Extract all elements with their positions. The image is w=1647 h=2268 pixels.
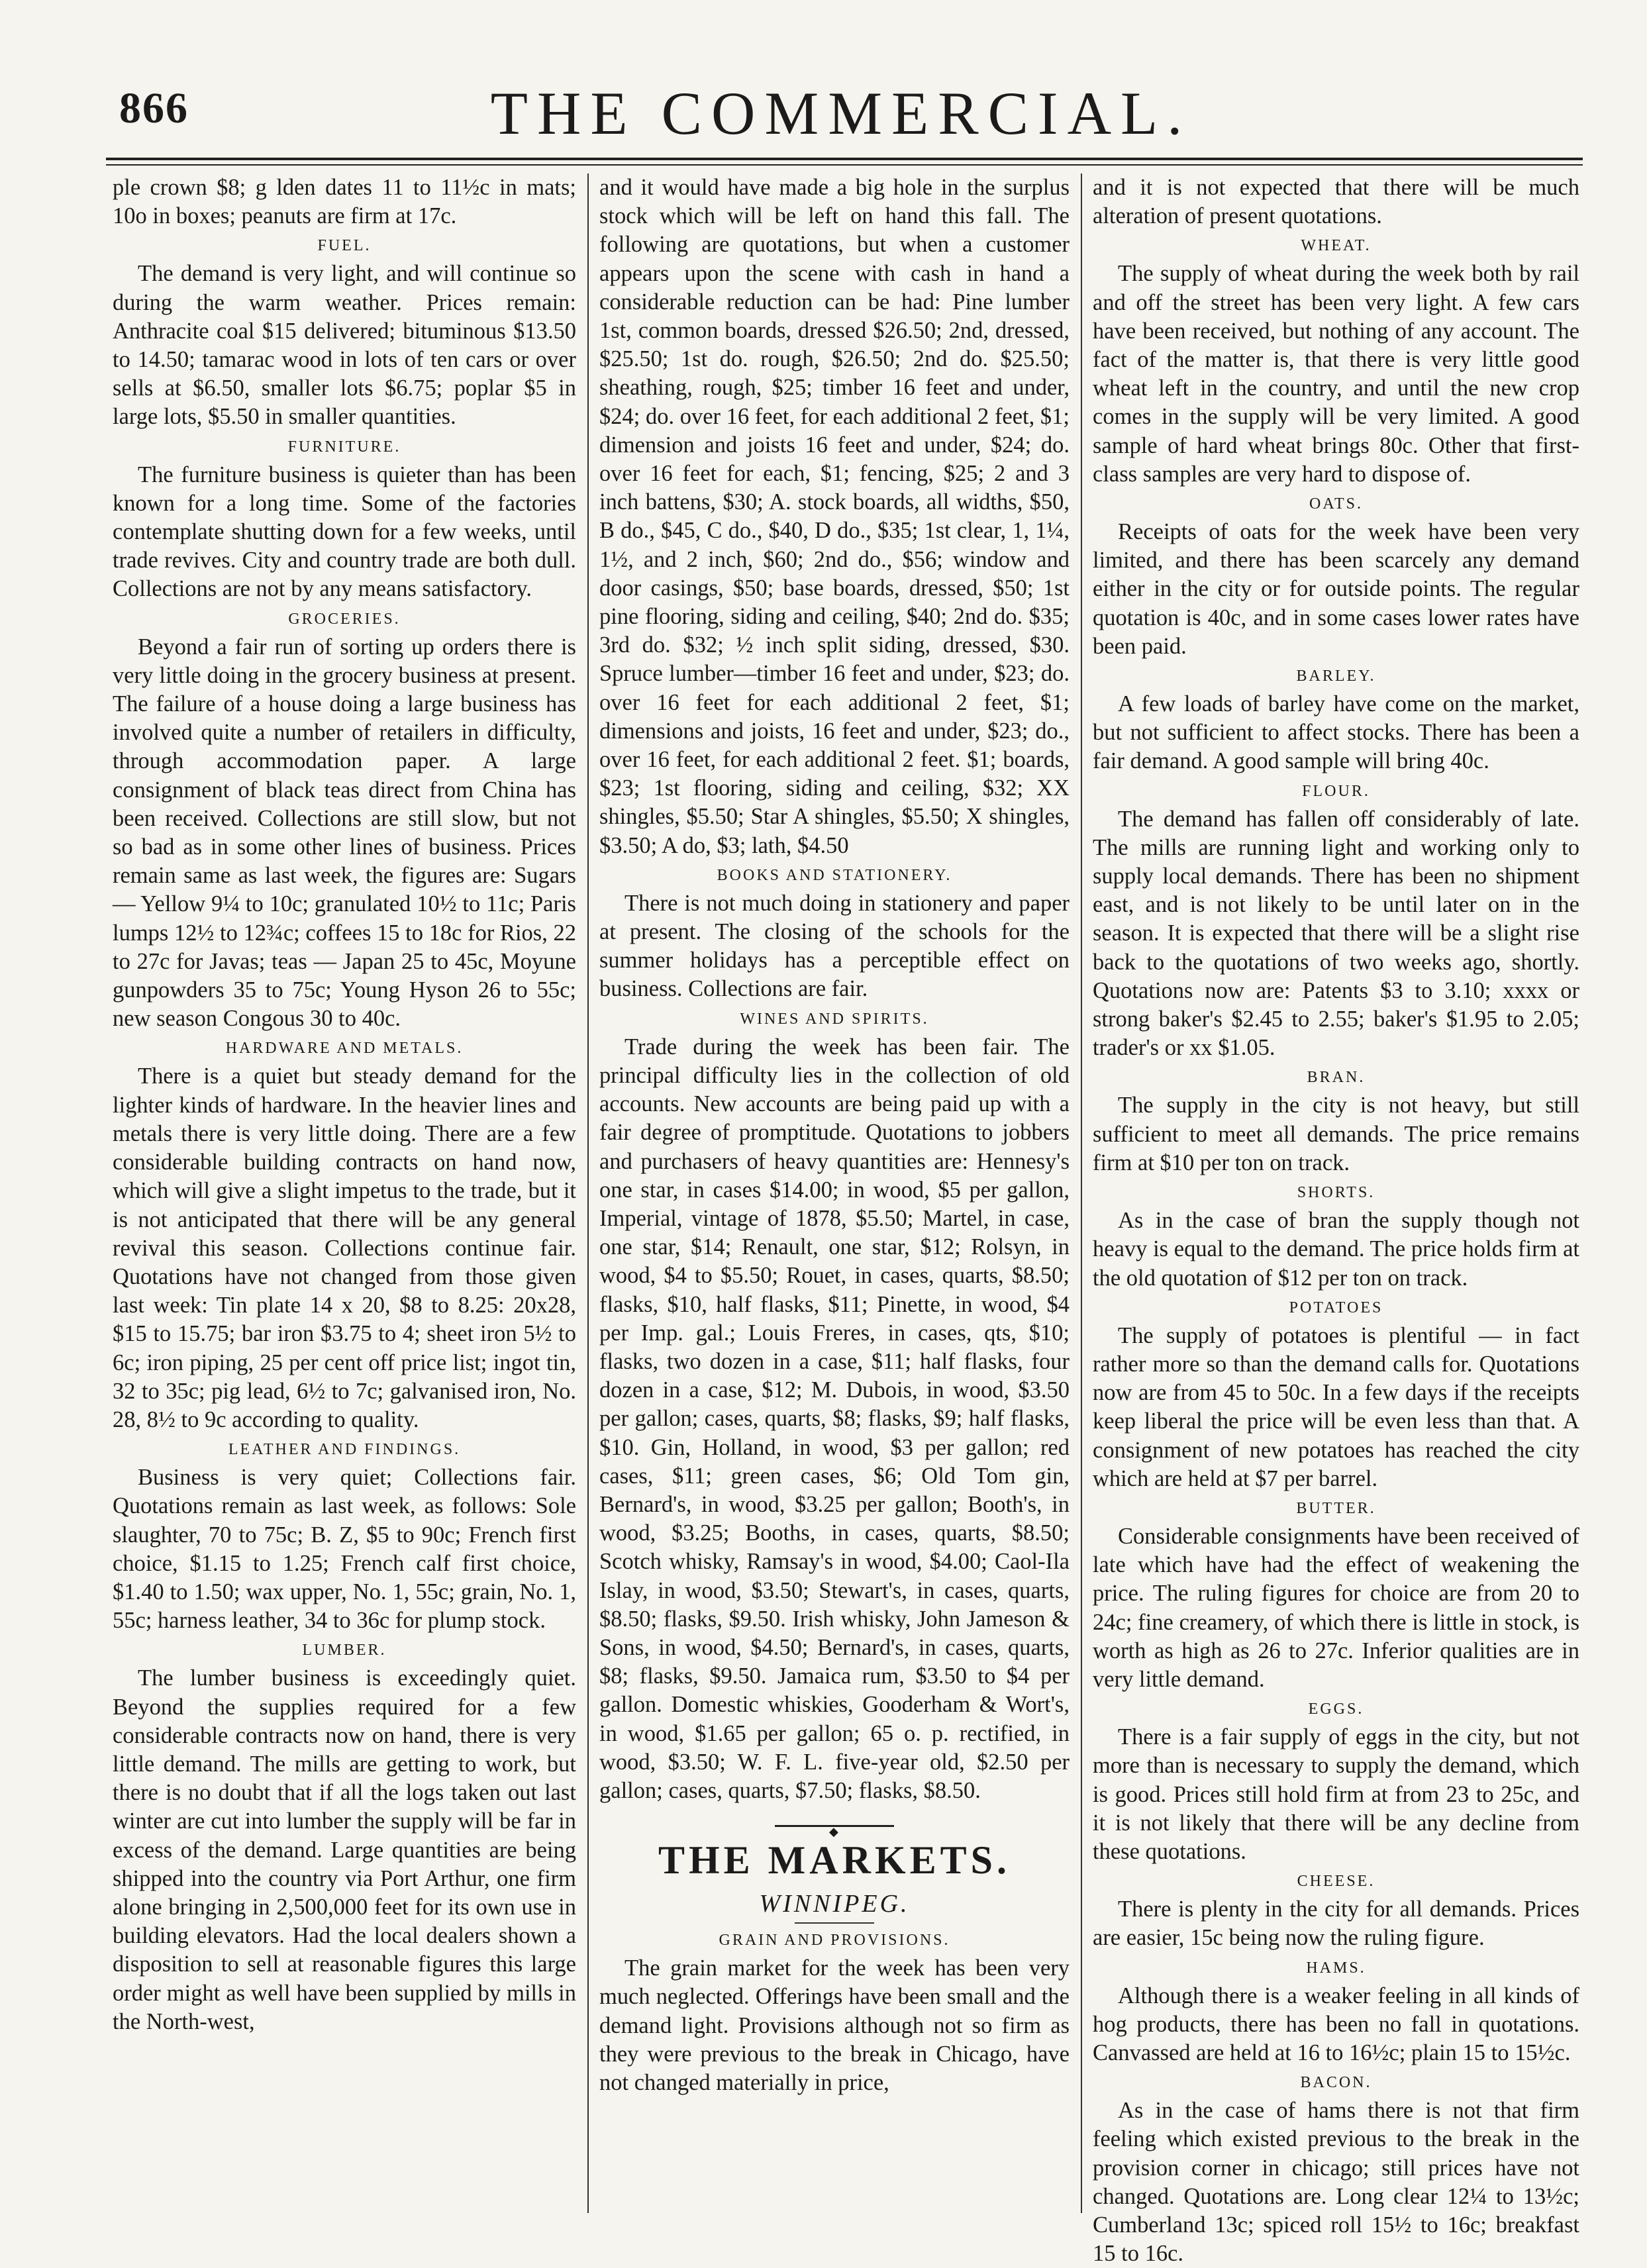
publication-title: THE COMMERCIAL. bbox=[490, 79, 1192, 147]
masthead bbox=[99, 78, 1583, 151]
article-paragraph: Business is very quiet; Collections fair. Quotations remain as last week, as follows: Sole slaughter, 70 to 75c; B. Z, $5 to 90c; French first choice, $1.15 to 1.25; French calf first choice, $1.40 to 1.50; wax upper, No. 1, 55c; grain, No. 1, 55c; harness leather, 34 to 36c for plump stock. bbox=[113, 1465, 576, 1634]
article-paragraph: Although there is a weaker feeling in all kinds of hog products, there has been no fall in quotations. Canvassed are held at 16 to 16½c; plain 15 to 15½c. bbox=[1093, 1983, 1579, 2065]
section-heading: BOOKS AND STATIONERY. bbox=[717, 866, 952, 884]
article-paragraph: The supply in the city is not heavy, but still sufficient to meet all demands. The price remains firm at $10 per ton on track. bbox=[1093, 1093, 1579, 1175]
column-1 bbox=[113, 173, 576, 2213]
section-heading: HARDWARE AND METALS. bbox=[225, 1040, 464, 1058]
header-rule bbox=[106, 158, 1583, 160]
markets-title: THE MARKETS. bbox=[658, 1838, 1011, 1883]
article-paragraph: There is plenty in the city for all demands. Prices are easier, 15c being now the ruling figure. bbox=[1093, 1897, 1579, 1951]
section-heading: BARLEY. bbox=[1296, 667, 1376, 685]
section-heading: WINES AND SPIRITS. bbox=[740, 1010, 929, 1028]
header-rule-thin bbox=[106, 164, 1583, 166]
section-heading: LEATHER AND FINDINGS. bbox=[228, 1441, 461, 1459]
section-heading: CHEESE. bbox=[1297, 1873, 1375, 1891]
article-paragraph: The supply of potatoes is plentiful — in fact rather more so than the demand calls for. Quotations now are from 45 to 50c. In a few days if the receipts keep liberal the price will be even less than that. A consignment of new potatoes has reached the city which are held at $7 per barrel. bbox=[1093, 1322, 1579, 1491]
section-heading: BRAN. bbox=[1307, 1069, 1366, 1087]
section-heading: FLOUR. bbox=[1302, 782, 1370, 800]
section-heading: EGGS. bbox=[1308, 1701, 1364, 1718]
article-paragraph: As in the case of hams there is not that firm feeling which existed previous to the break in the provision corner in chicago; still prices have not changed. Quotations are. Long clear 12¼ to 13½c; Cumberland 13c; spiced roll 15½ to 16c; breakfast 15 to 16c. bbox=[1093, 2098, 1579, 2267]
article-paragraph: The lumber business is exceedingly quiet. Beyond the supplies required for a few considerable contracts now on hand, there is very little demand. The mills are getting to work, but there is no doubt that if all the logs taken out last winter are cut into lumber the supply will be far in excess of the demand. Large quantities are being shipped into the country via Port Arthur, one firm alone bringing in 2,500,000 feet for its own use in building elevators. Had the local dealers shown a disposition to sell at reasonable figures this large order might as well have been supplied by mills in the North-west, bbox=[113, 1665, 576, 2034]
article-paragraph: Considerable consignments have been received of late which have had the effect of weakening the price. The ruling figures for choice are from 20 to 24c; fine creamery, of which there is little in stock, is worth as high as 26 to 27c. Inferior qualities are in very little demand. bbox=[1093, 1523, 1579, 1692]
article-paragraph: and it is not expected that there will be much alteration of present quotations. bbox=[1093, 175, 1579, 229]
section-heading: BACON. bbox=[1300, 2074, 1372, 2092]
section-heading: FUEL. bbox=[317, 237, 372, 255]
article-paragraph: Trade during the week has been fair. The principal difficulty lies in the collection of old accounts. New accounts are being paid up with a fair degree of promptitude. Quotations to jobbers and purchasers of heavy quantities are: Hennesy's one star, in cases $14.00; in wood, $5 per gallon, Imperial, vintage of 1878, $5.50; Martel, in case, one star, $14; Renault, one star, $12; Rolsyn, in wood, $4 to $5.50; Rouet, in cases, quarts, $8.50; flasks, $10, half flasks, $11; Pinette, in wood, $4 per Imp. gal.; Louis Freres, in cases, qts, $10; flasks, two dozen in a case, $11; half flasks, four dozen in a case, $12; M. Dubois, in wood, $3.50 per gallon; cases, quarts, $8; flasks, $9; half flasks, $10. Gin, Holland, in wood, $3 per gallon; red cases, $11; green cases, $6; Old Tom gin, Bernard's, in wood, $3.25 per gallon; Booth's, in wood, $3.25; Booths, in cases, quarts, $8.50; Scotch whisky, Ramsay's in wood, $4.00; Caol-Ila Islay, in wood, $3.50; Stewart's, in cases, quarts, $8.50; flasks, $9.50. Irish whisky, John Jameson & Sons, in wood, $4.50; Bernard's, in cases, quarts, $8; flasks, $9.50. Jamaica rum, $3.50 to $4 per gallon. Domestic whiskies, Gooderham & Wort's, in wood, $1.65 per gallon; 65 o. p. rectified, in wood, $3.50; W. F. L. five-year old, $2.50 per gallon; cases, quarts, $7.50; flasks, $8.50. bbox=[599, 1034, 1070, 1803]
article-paragraph: There is a fair supply of eggs in the city, but not more than is necessary to supply the demand, which is good. Prices still hold firm at from 23 to 25c, and it is not likely that there will be any decline from these quotations. bbox=[1093, 1724, 1579, 1864]
column-3 bbox=[1093, 173, 1579, 2267]
article-paragraph: The furniture business is quieter than has been known for a long time. Some of the factories contemplate shutting down for a few weeks, until trade revives. City and country trade are both dull. Collections are not by any means satisfactory. bbox=[113, 462, 576, 602]
section-heading: POTATOES bbox=[1289, 1299, 1383, 1316]
subtitle-rule bbox=[795, 1922, 874, 1924]
article-paragraph: The supply of wheat during the week both by rail and off the street has been very light. A few cars have been received, but nothing of any account. The fact of the matter is, that there is very little good wheat left in the country, and until the new crop comes in the supply will be very limited. A good sample of hard wheat brings 80c. Other that first-class samples are very hard to dispose of. bbox=[1093, 261, 1579, 487]
section-heading: GROCERIES. bbox=[288, 610, 401, 628]
column-divider bbox=[587, 173, 589, 2213]
section-heading: BUTTER. bbox=[1296, 1499, 1376, 1517]
page-number: 866 bbox=[119, 84, 189, 132]
article-paragraph: The demand has fallen off considerably of late. The mills are running light and working only to supply local demands. There has been no shipment east, and is not likely to be until later on in the season. It is expected that there will be a slight rise back to the quotations of two weeks ago, shortly. Quotations now are: Patents $3 to 3.10; xxxx or strong baker's $2.45 to 2.55; baker's $1.95 to 2.05; trader's or xx $1.05. bbox=[1093, 806, 1579, 1061]
article-paragraph: As in the case of bran the supply though not heavy is equal to the demand. The price holds firm at the old quotation of $12 per ton on track. bbox=[1093, 1208, 1579, 1291]
section-heading: OATS. bbox=[1309, 495, 1363, 513]
column-2 bbox=[599, 173, 1070, 2213]
article-paragraph: Receipts of oats for the week have been very limited, and there has been scarcely any demand either in the city or for outside points. The regular quotation is 40c, and in some cases lower rates have been paid. bbox=[1093, 519, 1579, 659]
article-paragraph: A few loads of barley have come on the market, but not sufficient to affect stocks. There has been a fair demand. A good sample will bring 40c. bbox=[1093, 691, 1579, 774]
article-paragraph: There is not much doing in stationery and paper at present. The closing of the schools for the summer holidays has a perceptible effect on business. Collections are fair. bbox=[599, 890, 1070, 1002]
section-heading: SHORTS. bbox=[1297, 1184, 1375, 1202]
ornamental-rule bbox=[775, 1825, 894, 1827]
section-heading: LUMBER. bbox=[302, 1642, 387, 1659]
column-divider bbox=[1081, 173, 1082, 2213]
section-heading: FURNITURE. bbox=[287, 438, 401, 456]
section-heading: HAMS. bbox=[1306, 1959, 1366, 1977]
article-paragraph: There is a quiet but steady demand for the lighter kinds of hardware. In the heavier lines and metals there is very little doing. There are a few considerable building contracts on hand now, which will give a slight impetus to the trade, but it is not anticipated that there will be any general revival this season. Collections continue fair. Quotations have not changed from those given last week: Tin plate 14 x 20, $8 to 8.25: 20x28, $15 to 15.75; bar iron $3.75 to 4; sheet iron 5½ to 6c; iron piping, 25 per cent off price list; ingot tin, 32 to 35c; pig lead, 6½ to 7c; galvanised iron, No. 28, 8½ to 9c according to quality. bbox=[113, 1063, 576, 1432]
section-heading: WHEAT. bbox=[1301, 237, 1372, 255]
article-paragraph: The grain market for the week has been very much neglected. Offerings have been small and the demand light. Provisions although not so firm as they were previous to the break in Chicago, have not changed materially in price, bbox=[599, 1955, 1070, 2095]
article-paragraph: and it would have made a big hole in the surplus stock which will be left on hand this fall. The following are quotations, but when a customer appears upon the scene with cash in hand a considerable reduction can be had: Pine lumber 1st, common boards, dressed $26.50; 2nd, dressed, $25.50; 1st do. rough, $26.50; 2nd do. $25.50; sheathing, rough, $25; timber 16 feet and under, $24; do. over 16 feet, for each additional 2 feet, $1; dimension and joists 16 feet and under, $24; do. over 16 feet for each, $1; fencing, $25; 2 and 3 inch battens, $30; A. stock boards, all widths, $50, B do., $45, C do., $40, D do., $35; 1st clear, 1, 1¼, 1½, and 2 inch, $60; 2nd do., $56; window and door casings, $50; base boards, dressed, $50; 1st pine flooring, siding and ceiling, $40; 2nd do. $35; 3rd do. $32; ½ inch split siding, dressed, $30. Spruce lumber—timber 16 feet and under, $23; do. over 16 feet for each additional 2 feet, $1; dimensions and joists, 16 feet and under, $23; do., over 16 feet, for each additional 2 feet. $1; boards, $23; 1st flooring, siding and ceiling, $32; XX shingles, $5.50; Star A shingles, $5.50; X shingles, $3.50; A do, $3; lath, $4.50 bbox=[599, 175, 1070, 858]
section-heading: GRAIN AND PROVISIONS. bbox=[719, 1932, 950, 1949]
article-paragraph: ple crown $8; g lden dates 11 to 11½c in mats; 10o in boxes; peanuts are firm at 17c. bbox=[113, 175, 576, 229]
markets-subtitle: WINNIPEG. bbox=[759, 1890, 910, 1918]
article-paragraph: Beyond a fair run of sorting up orders there is very little doing in the grocery business at present. The failure of a house doing a large business has involved quite a number of retailers in difficulty, through accommodation paper. A large consignment of black teas direct from China has been received. Collections are still slow, but not so bad as in some other lines of business. Prices remain same as last week, the figures are: Sugars — Yellow 9¼ to 10c; granulated 10½ to 11c; Paris lumps 12½ to 12¾c; coffees 15 to 18c for Rios, 22 to 27c for Javas; teas — Japan 25 to 45c, Moyune gunpowders 35 to 75c; Young Hyson 26 to 55c; new season Congous 30 to 40c. bbox=[113, 634, 576, 1032]
article-paragraph: The demand is very light, and will continue so during the warm weather. Prices remain: Anthracite coal $15 delivered; bituminous $13.50 to 14.50; tamarac wood in lots of ten cars or over sells at $6.50, smaller lots $6.75; poplar $5 in large lots, $5.50 in smaller quantities. bbox=[113, 261, 576, 430]
